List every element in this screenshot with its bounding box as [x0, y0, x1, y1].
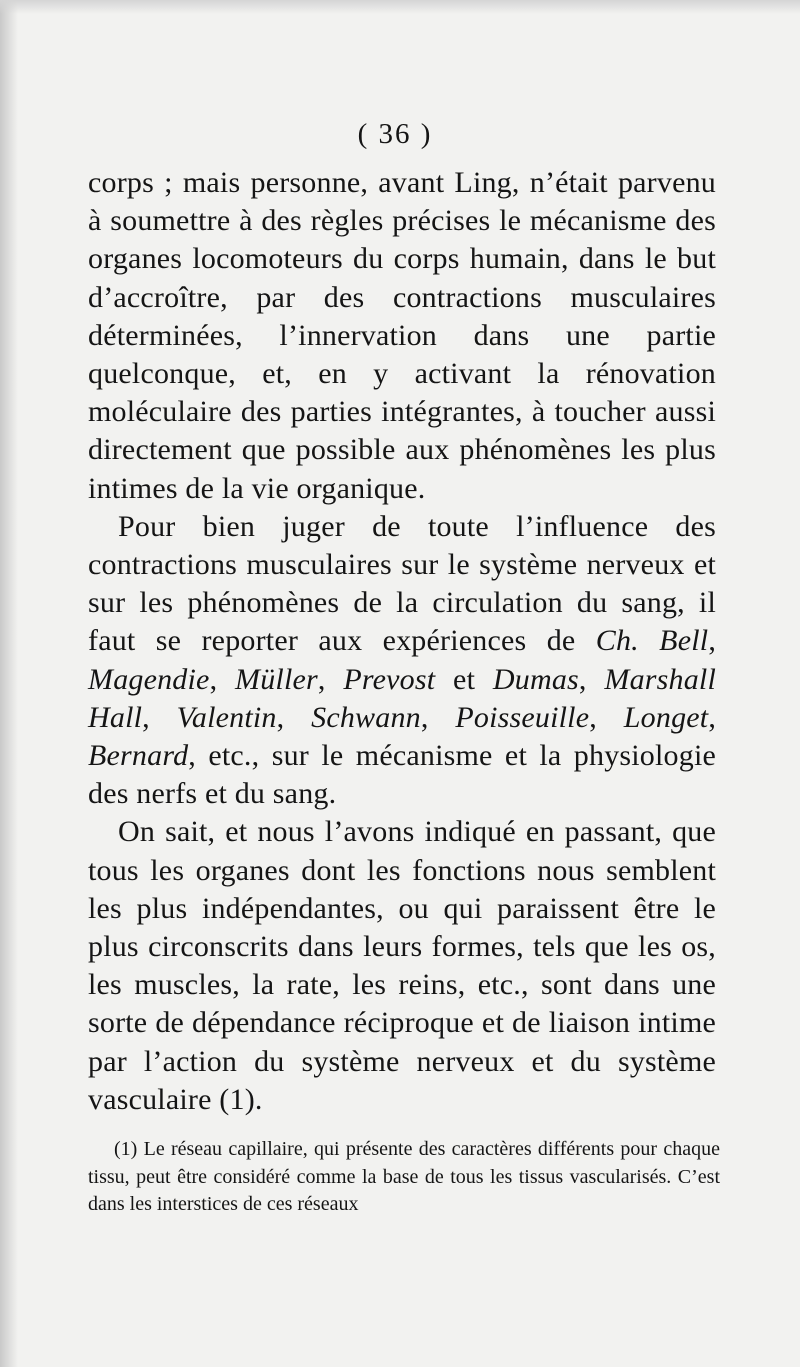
author-name: Prevost	[343, 662, 436, 696]
separator: ,	[708, 624, 717, 658]
author-name: Dumas	[492, 662, 579, 696]
author-name: Müller	[235, 662, 318, 696]
separator: ,	[420, 700, 456, 734]
paragraph-2	[88, 508, 716, 814]
author-name: Schwann	[311, 700, 421, 734]
footnote-reference: (1).	[211, 1082, 263, 1116]
author-name: Bernard	[88, 739, 189, 773]
separator: et	[435, 662, 493, 696]
separator: ,	[708, 700, 717, 734]
paragraph-3	[88, 813, 716, 1119]
paragraph-1: corps ; mais personne, avant Ling, n’était parvenu à soumettre à des règles précises le mécanisme des organes locomoteurs du corps humain, dans le but d’accroître, par des contractions musculaires déterminées, l’innervation dans une partie quelconque, et, en y activant la rénovation moléculaire des parties intégrantes, à toucher aussi directement que possible aux phénomènes les plus intimes de la vie organique.	[88, 166, 716, 505]
author-name: Longet	[623, 700, 709, 734]
footnote	[88, 1136, 720, 1219]
footnote-text: (1) Le réseau capillaire, qui présente des caractères différents pour chaque tissu, peut être considéré comme la base de tous les tissus vascularisés. C’est dans les interstices de ces réseaux	[88, 1138, 720, 1215]
separator: ,	[317, 662, 344, 696]
page-edge-shadow	[0, 0, 18, 1367]
separator: ,	[578, 662, 605, 696]
author-name: Valentin	[176, 700, 277, 734]
author-name: Marshall Hall	[88, 662, 716, 734]
author-name: Poisseuille	[455, 700, 590, 734]
author-name: Ch. Bell	[595, 624, 709, 658]
page-top-shadow	[0, 0, 800, 14]
author-name: Magendie	[88, 662, 210, 696]
paragraph-2-tail: , etc., sur le mécanisme et la physiologie des nerfs et du sang.	[88, 739, 716, 811]
page-number	[0, 118, 800, 151]
separator: ,	[209, 662, 236, 696]
page-number-text: ( 36 )	[357, 118, 433, 150]
separator: ,	[142, 700, 177, 734]
main-text	[88, 164, 716, 1119]
paragraph-3-text: On sait, et nous l’avons indiqué en passant, que tous les organes dont les fonctions nous semblent les plus indépendantes, ou qui paraissent être le plus circonscrits dans leurs formes, tels que les os, les muscles, la rate, les reins, etc., sont dans une sorte de dépendance réciproque et de liaison intime par l’action du système nerveux et du système vasculaire	[88, 815, 716, 1116]
separator: ,	[589, 700, 624, 734]
separator: ,	[276, 700, 312, 734]
paragraph-2-lead: Pour bien juger de toute l’influence des contractions musculaires sur le système nerveux et sur les phénomènes de la circulation du sang, il faut se reporter aux expériences de	[88, 509, 716, 658]
